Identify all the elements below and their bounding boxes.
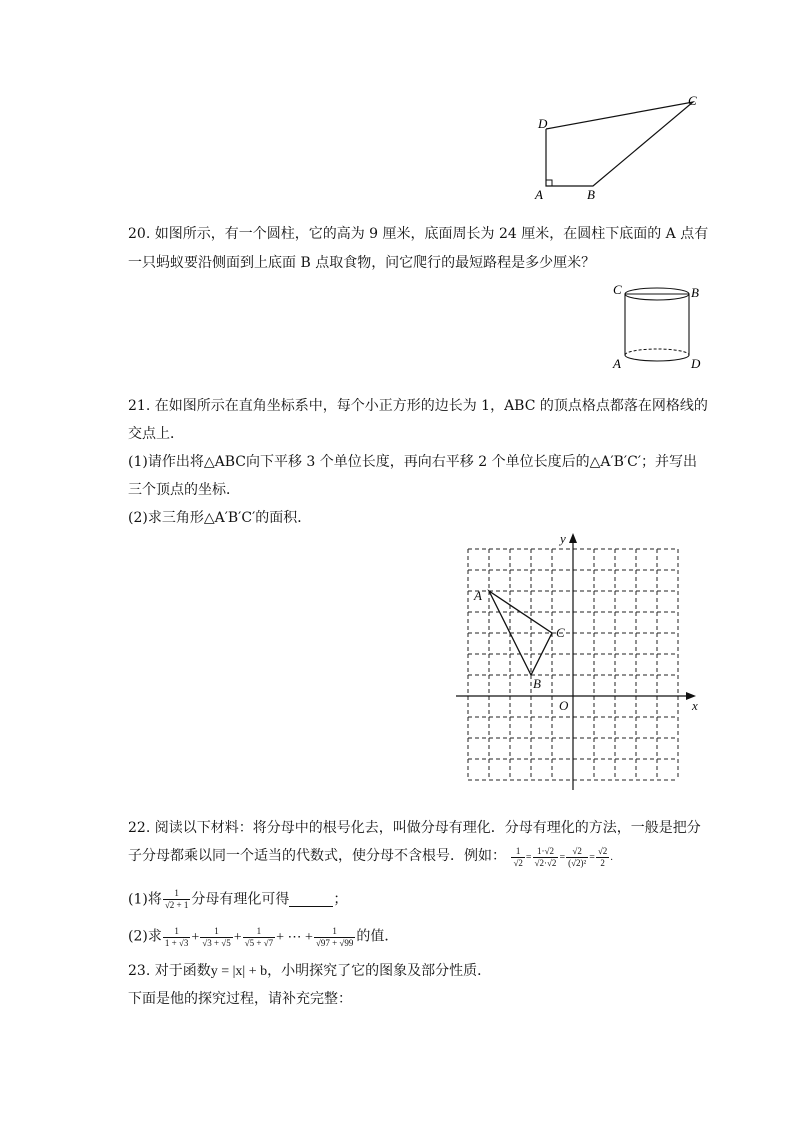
q22-part-1-prefix: (1)将 — [128, 891, 162, 908]
q23-line-2: 下面是他的探究过程，请补充完整： — [128, 991, 352, 1007]
label-d: D — [691, 356, 701, 371]
vertex-label-a: A — [474, 588, 482, 603]
cylinder-figure — [605, 280, 710, 375]
label-b: B — [587, 187, 595, 202]
q22-part-1 — [128, 888, 347, 911]
q23-line-1-prefix: 23. 对于函数 — [128, 963, 211, 979]
q22-part-2 — [128, 926, 398, 949]
answer-blank[interactable] — [289, 892, 333, 907]
q22-intro-2-text: 子分母都乘以同一个适当的代数式，使分母不含根号．例如： — [128, 848, 506, 864]
q20-line-2: 一只蚂蚁要沿侧面到上底面 B 点取食物，问它爬行的最短路程是多少厘米？ — [128, 255, 596, 271]
label-a: A — [535, 187, 543, 202]
q22-part-1-suffix: ； — [333, 891, 348, 908]
q23-line-1-suffix: ，小明探究了它的图象及部分性质． — [267, 963, 492, 979]
rationalize-example: $\frac{1}{√2}$ = $\frac{1\cdot√2}{√2\cdot√2}$ = $\frac{√2}{\text{(√2)²}}$ = $\frac{√2}{2}$ . — [513, 846, 613, 869]
origin-label: O — [559, 698, 569, 713]
y-axis-label: y — [560, 531, 566, 546]
coordinate-grid — [450, 525, 710, 800]
label-c: C — [613, 282, 622, 297]
quadrilateral-figure — [530, 90, 710, 205]
label-a: A — [613, 356, 621, 371]
x-axis-label: x — [692, 698, 698, 713]
q23-line-1 — [128, 961, 491, 982]
cylinder-bottom-front — [625, 355, 689, 361]
fraction-1-over-sqrt2-plus-1: $\frac{1}{√2 + 1}$ — [164, 888, 189, 910]
right-angle-mark — [546, 180, 552, 186]
q22-part-2-prefix: (2)求 — [128, 928, 162, 945]
vertex-label-b: B — [533, 676, 541, 691]
label-c: C — [688, 93, 697, 108]
q22-intro-1: 22. 阅读以下材料：将分母中的根号化去，叫做分母有理化．分母有理化的方法，一般是把分 — [128, 820, 701, 836]
q22-part-2-suffix: 的值． — [356, 928, 399, 945]
cylinder-bottom-back — [625, 349, 689, 355]
q21-line-3: (1)请作出将△ABC向下平移 3 个单位长度，再向右平移 2 个单位长度后的△A′B′C′；并写出 — [128, 454, 697, 470]
q21-line-5: (2)求三角形△A′B′C′的面积． — [128, 510, 312, 526]
label-b: B — [691, 285, 699, 300]
q22-part-1-middle: 分母有理化可得 — [191, 891, 290, 908]
quadrilateral-outline — [546, 102, 693, 186]
q22-intro-2 — [128, 846, 613, 869]
q20-line-1: 20. 如图所示，有一个圆柱，它的高为 9 厘米，底面周长为 24 厘米，在圆柱下底面的 A 点有 — [128, 226, 709, 242]
q21-line-4: 三个顶点的坐标． — [128, 482, 240, 498]
q21-line-2: 交点上． — [128, 426, 184, 442]
sum-expression: $\frac{1}{1 + √3}$ + $\frac{1}{√3 + √5}$ + $\frac{1}{√5 + √7}$ + ⋯ + $\frac{1}{√97 + √99}$ — [164, 926, 354, 948]
y-axis-arrow — [569, 533, 577, 543]
q21-line-1: 21. 在如图所示在直角坐标系中，每个小正方形的边长为 1，ABC 的顶点格点都落在网格线的 — [128, 398, 708, 414]
vertex-label-c: C — [556, 625, 565, 640]
label-d: D — [538, 116, 548, 131]
function-expression: y = |x| + b — [210, 964, 268, 979]
